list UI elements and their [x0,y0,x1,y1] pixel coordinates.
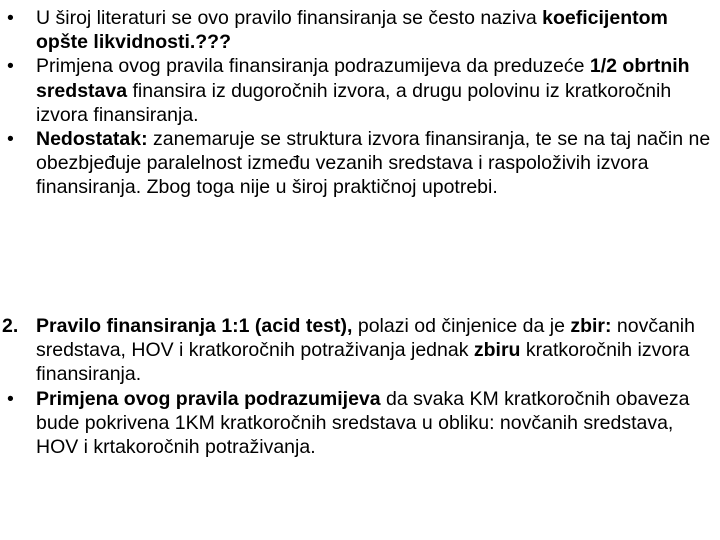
text-segment: Primjena ovog pravila finansiranja podrazumijeva da preduzeće [36,55,590,78]
item-text [36,7,668,53]
list-item-acid-application [6,387,714,460]
bullet-list-liquidity [6,6,714,200]
item-text [36,128,710,198]
text-segment-bold: Nedostatak: [36,128,148,151]
item-text [36,55,690,125]
list-item-application [6,54,714,127]
text-segment-bold: 1/2 obrtnih sredstava [36,55,690,102]
bullet-marker: • [7,128,14,151]
text-segment: U široj literaturi se ovo pravilo finansiranja se često naziva [36,7,543,29]
text-segment: zanemaruje se struktura izvora finansiranja, te se na taj način ne obezbjeđuje paralelnost između vezanih sredstava i raspoloživih izvora finansiranja. Zbog toga nije u široj praktičnoj upotrebi. [36,128,711,199]
text-segment: finansira iz dugoročnih izvora, a drugu polovinu iz kratkoročnih izvora finansiranja. [36,79,672,126]
item-text [36,388,690,458]
text-segment-bold: koeficijentom opšte likvidnosti.??? [36,7,668,54]
text-segment: da svaka KM kratkoročnih obaveza bude pokrivena 1KM kratkoročnih sredstava u obliku: novčanih sredstava, HOV i krtakoročnih potraživanja. [36,387,690,459]
bullet-marker: • [7,55,14,78]
numbered-section-acid-test [2,314,714,459]
list-item-literature [6,6,714,54]
heading-text [36,315,695,385]
numbered-heading [2,314,714,387]
text-segment: kratkoročnih izvora finansiranja. [36,339,690,386]
text-segment-bold: Primjena ovog pravila podrazumijeva [36,387,381,410]
text-segment-bold: zbiru [473,339,521,362]
text-segment-bold: zbir: [570,315,612,337]
text-segment-bold: Pravilo finansiranja 1:1 (acid test), [36,315,353,337]
text-segment: polazi od činjenice da je [352,315,571,337]
text-segment: novčanih sredstava, HOV i kratkoročnih potraživanja jednak [36,315,695,362]
bullet-marker: • [7,387,14,410]
list-item-drawback [6,127,714,200]
bullet-marker: • [7,7,14,29]
number-marker: 2. [2,315,19,337]
